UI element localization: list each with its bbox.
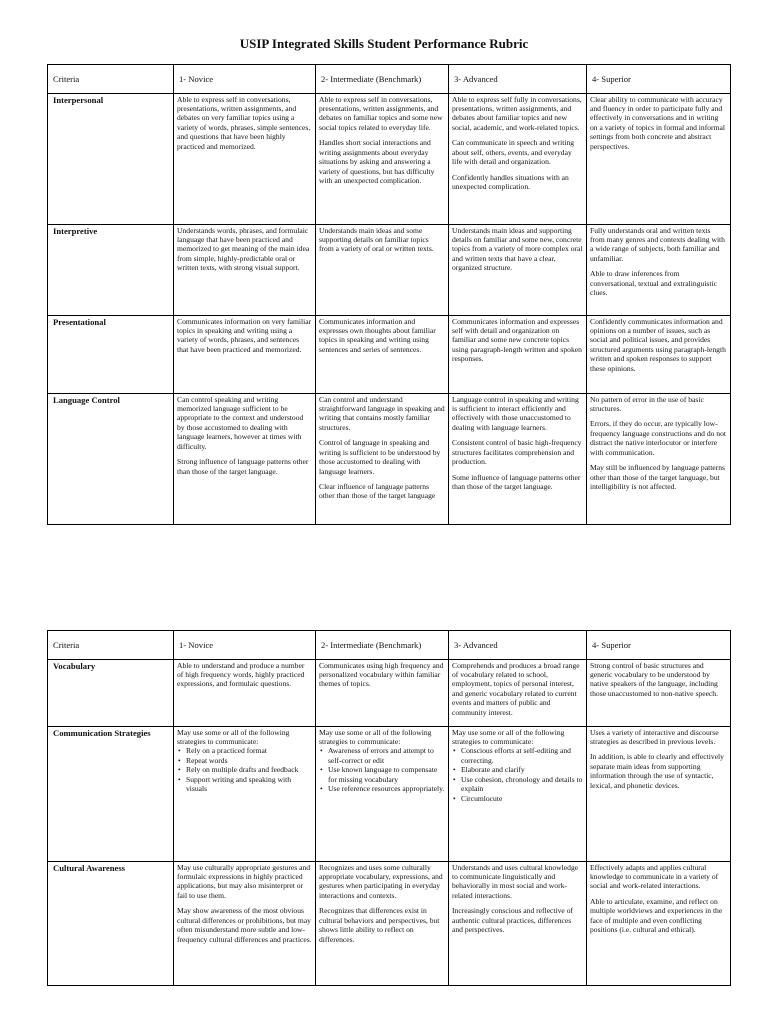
- cell-superior: [587, 393, 731, 524]
- cell-novice: [174, 93, 316, 224]
- cell-paragraph: Uses a variety of interactive and discourse strategies as described in previous levels.: [590, 727, 719, 747]
- cell-paragraph: Strong control of basic structures and generic vocabulary to be understood by native speakers of the language, including those unaccustomed to non-native speech.: [590, 660, 718, 698]
- cell-paragraph: Clear ability to communicate with accuracy and fluency in order to participate fully and effectively in conversations and in writing on a variety of topics in formal and informal settings from both concrete and abstract perspectives.: [590, 94, 725, 151]
- list-item: • Elaborate and clarify: [460, 765, 583, 774]
- cell-novice: [174, 315, 316, 393]
- cell-advanced: [449, 93, 587, 224]
- cell-novice: [174, 861, 316, 985]
- cell-paragraph: No pattern of error in the use of basic structures.: [590, 394, 704, 414]
- cell-novice: [174, 393, 316, 524]
- cell-advanced: [449, 659, 587, 726]
- cell-paragraph: Strong influence of language patterns other than those of the target language.: [177, 457, 309, 476]
- row-communication-strategies: [48, 726, 731, 861]
- cell-intermediate: [316, 659, 449, 726]
- cell-superior: [587, 659, 731, 726]
- list-item: • Use reference resources appropriately.: [327, 784, 445, 793]
- cell-intermediate: [316, 861, 449, 985]
- cell-advanced: [449, 393, 587, 524]
- cell-paragraph: Clear influence of language patterns other than those of the target language: [319, 481, 436, 501]
- cell-paragraph: Understands and uses cultural knowledge to communicate linguistically and behaviorally in most social and work-related interactions.: [452, 862, 579, 900]
- cell-paragraph: Handles short social interactions and writing assignments about everyday situations by asking and answering a variety of questions, but has difficulty with an unexpected complication.: [319, 138, 435, 185]
- row-interpretive: [48, 224, 731, 315]
- header-intermediate: 2- Intermediate (Benchmark): [316, 631, 449, 660]
- header-criteria: Criteria: [48, 631, 174, 660]
- row-language-control: [48, 393, 731, 524]
- cell-intro: May use some or all of the following strategies to communicate:: [319, 727, 432, 747]
- cell-paragraph: Communicates information and expresses self with detail and organization on familiar and some new concrete topics using paragraph-length written and spoken responses.: [452, 316, 582, 364]
- cell-paragraph: Recognizes and uses some culturally appropriate vocabulary, expressions, and gestures when participating in everyday interactions and contexts.: [319, 862, 443, 900]
- cell-intermediate: [316, 93, 449, 224]
- cell-paragraph: Fully understands oral and written texts from many genres and contexts dealing with a wide range of subjects, both familiar and unfamiliar.: [590, 225, 725, 263]
- list-item: • Support writing and speaking with visuals: [185, 775, 312, 794]
- cell-advanced: [449, 315, 587, 393]
- header-row: [48, 631, 731, 660]
- list-item: • Conscious efforts at self-editing and correcting.: [460, 746, 583, 765]
- criteria-label: Interpretive: [48, 224, 174, 315]
- rubric-table-1: [47, 64, 731, 525]
- cell-intro: May use some or all of the following strategies to communicate:: [177, 727, 290, 747]
- cell-paragraph: Able to express self fully in conversations, presentations, written assignments, and debates about familiar topics and new social, academic, and work-related topics.: [452, 94, 582, 132]
- rubric-table-2: [47, 630, 731, 986]
- row-presentational: [48, 315, 731, 393]
- cell-paragraph: Confidently communicates information and opinions on a number of issues, such as social and political issues, and provides structured arguments using paragraph-length written and spoken responses to support these opinions.: [590, 316, 726, 373]
- cell-paragraph: Language control in speaking and writing is sufficient to interact efficiently and effectively with those unaccustomed to dealing with language learners.: [452, 394, 579, 432]
- cell-paragraph: Communicates using high frequency and personalized vocabulary within familiar themes of topics.: [319, 660, 444, 689]
- criteria-label: Presentational: [48, 315, 174, 393]
- cell-intermediate: [316, 315, 449, 393]
- cell-superior: [587, 861, 731, 985]
- criteria-label: Language Control: [48, 393, 174, 524]
- cell-intermediate: [316, 393, 449, 524]
- header-novice: 1- Novice: [174, 65, 316, 94]
- list-item: • Awareness of errors and attempt to self-correct or edit: [327, 746, 445, 765]
- cell-paragraph: Can communicate in speech and writing about self, others, events, and everyday life with detail and organization.: [452, 138, 575, 167]
- strategy-list: [177, 746, 312, 793]
- cell-paragraph: Able to express self in conversations, presentations, written assignments, and debates on very familiar topics using a variety of words, phrases, simple sentences, and questions that have been highly practiced and memorized.: [177, 94, 311, 151]
- list-item: • Repeat words: [185, 756, 312, 765]
- cell-paragraph: Communicates information on very familiar topics in speaking and writing using a variety of words, phrases, and sentences that have been practiced and memorized.: [177, 316, 312, 354]
- cell-paragraph: Recognizes that differences exist in cultural behaviors and perspectives, but shows little ability to reflect on differences.: [319, 906, 440, 944]
- cell-paragraph: Errors, if they do occur, are typically low-frequency language constructions and do not distract the native interlocutor or interfere with communication.: [590, 419, 727, 457]
- cell-paragraph: Comprehends and produces a broad range of vocabulary related to school, employment, topics of personal interest, and generic vocabulary related to current events and matters of public and community interest.: [452, 660, 580, 717]
- header-superior: 4- Superior: [587, 631, 731, 660]
- cell-superior: [587, 726, 731, 861]
- cell-advanced: [449, 726, 587, 861]
- cell-superior: [587, 224, 731, 315]
- list-item: • Use known language to compensate for missing vocabulary: [327, 765, 445, 784]
- cell-superior: [587, 315, 731, 393]
- cell-paragraph: In addition, is able to clearly and effectively separate main ideas from supporting information through the use of syntactic, lexical, and phonetic devices.: [590, 752, 724, 790]
- row-vocabulary: [48, 659, 731, 726]
- criteria-label: Communication Strategies: [48, 726, 174, 861]
- cell-paragraph: Understands main ideas and some supporting details on familiar topics from a variety of oral or written texts.: [319, 225, 434, 254]
- cell-paragraph: Control of language in speaking and writing is sufficient to be understood by those accustomed to dealing with language learners.: [319, 438, 441, 476]
- list-item: • Use cohesion, chronology and details to explain: [460, 775, 583, 794]
- criteria-label: Interpersonal: [48, 93, 174, 224]
- header-criteria: Criteria: [48, 65, 174, 94]
- header-advanced: 3- Advanced: [449, 631, 587, 660]
- cell-paragraph: Increasingly conscious and reflective of authentic cultural practices, differences and perspectives.: [452, 906, 574, 935]
- cell-advanced: [449, 861, 587, 985]
- header-advanced: 3- Advanced: [449, 65, 587, 94]
- cell-intro: May use some or all of the following strategies to communicate:: [452, 727, 565, 747]
- list-item: • Circumlocute: [460, 794, 583, 803]
- cell-paragraph: May still be influenced by language patterns other than those of the target language, but intelligibility is not affected.: [590, 463, 725, 491]
- strategy-list: [452, 746, 583, 802]
- cell-novice: [174, 224, 316, 315]
- cell-advanced: [449, 224, 587, 315]
- cell-novice: [174, 659, 316, 726]
- cell-paragraph: Effectively adapts and applies cultural knowledge to communicate in a variety of social and work-related interactions.: [590, 862, 719, 891]
- cell-paragraph: Understands main ideas and supporting details on familiar and some new, concrete topics from a variety of more complex oral and written texts that have a clear, organized structure.: [452, 225, 583, 273]
- list-item: • Rely on multiple drafts and feedback: [185, 765, 312, 774]
- cell-paragraph: May use culturally appropriate gestures and formulaic expressions in highly practiced applications, but may also misinterpret or fail to use them.: [177, 862, 311, 900]
- strategy-list: [319, 746, 445, 793]
- list-item: • Rely on a practiced format: [185, 746, 312, 755]
- cell-paragraph: Understands words, phrases, and formulaic language that have been practiced and memorized to get meaning of the main idea from simple, highly-predictable oral or written texts, with strong visual support.: [177, 225, 310, 273]
- cell-intermediate: [316, 726, 449, 861]
- header-novice: 1- Novice: [174, 631, 316, 660]
- cell-paragraph: Can control and understand straightforward language in speaking and writing that contains mostly familiar structures.: [319, 394, 445, 432]
- row-interpersonal: [48, 93, 731, 224]
- header-row: [48, 65, 731, 94]
- criteria-label: Cultural Awareness: [48, 861, 174, 985]
- cell-novice: [174, 726, 316, 861]
- criteria-label: Vocabulary: [48, 659, 174, 726]
- header-intermediate: 2- Intermediate (Benchmark): [316, 65, 449, 94]
- cell-superior: [587, 93, 731, 224]
- cell-paragraph: Able to articulate, examine, and reflect on multiple worldviews and experiences in the face of multiple and even conflicting positions (i.e. cultural and ethical).: [590, 896, 723, 935]
- cell-paragraph: Can control speaking and writing memorized language sufficient to be appropriate to the context and understood by those accustomed to dealing with language learners, however at times with difficulty.: [177, 394, 304, 451]
- cell-paragraph: Some influence of language patterns other than those of the target language.: [452, 472, 581, 491]
- row-cultural-awareness: [48, 861, 731, 985]
- cell-paragraph: Able to draw inferences from conversational, textual and extralinguistic clues.: [590, 269, 717, 298]
- cell-paragraph: Confidently handles situations with an unexpected complication.: [452, 172, 569, 191]
- page-title: USIP Integrated Skills Student Performance Rubric: [239, 36, 529, 51]
- cell-paragraph: May show awareness of the most obvious cultural differences or prohibitions, but may often misunderstand more subtle and low-frequency cultural differences and practices.: [177, 906, 312, 944]
- header-superior: 4- Superior: [587, 65, 731, 94]
- cell-paragraph: Able to express self in conversations, presentations, written assignments, and debates on familiar topics and some new social topics related to everyday life.: [319, 94, 443, 132]
- cell-paragraph: Communicates information and expresses own thoughts about familiar topics in speaking and writing using sentences and series of sentences.: [319, 316, 436, 354]
- cell-paragraph: Consistent control of basic high-frequency structures facilitates comprehension and production.: [452, 438, 582, 467]
- cell-paragraph: Able to understand and produce a number of high frequency words, highly practiced expressions, and formulaic questions.: [177, 660, 305, 689]
- cell-intermediate: [316, 224, 449, 315]
